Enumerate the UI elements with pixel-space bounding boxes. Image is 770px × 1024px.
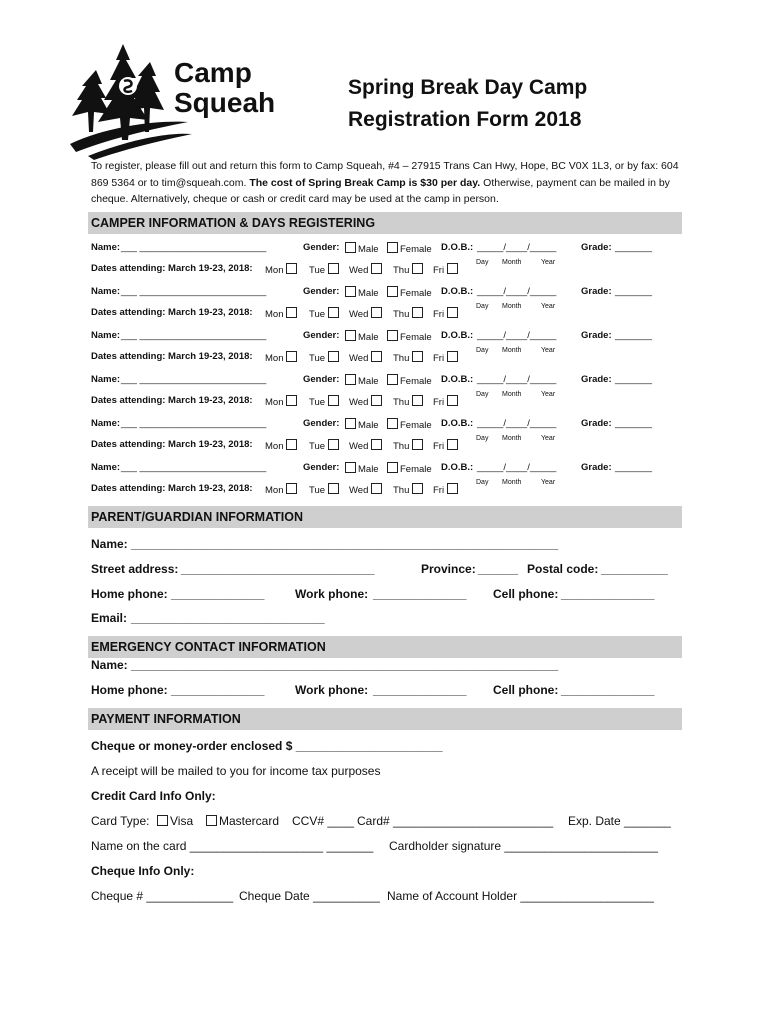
cardholder-signature-field[interactable]: Cardholder signature _______________________ (389, 839, 658, 853)
camper-name-label: Name: (91, 374, 121, 385)
emergency-work-phone-label: Work phone: (295, 683, 369, 697)
male-checkbox[interactable] (345, 330, 356, 341)
day-label: Tue (309, 441, 326, 452)
logo-text-squeah: Squeah (174, 87, 276, 118)
parent-name-label: Name: (91, 537, 128, 551)
account-holder-field[interactable]: Name of Account Holder ____________________ (387, 889, 654, 903)
camper-name-label: Name: (91, 418, 121, 429)
dob-day-caption: Day (476, 347, 489, 354)
intro-paragraph (91, 158, 681, 208)
cheque-number-field[interactable]: Cheque # _____________ (91, 889, 234, 903)
dates-attending-label: Dates attending: March 19-23, 2018: (91, 395, 253, 406)
day-label: Fri (433, 309, 445, 320)
cheque-enclosed-field[interactable]: Cheque or money-order enclosed $ ______________________ (91, 739, 443, 753)
day-checkbox[interactable] (447, 439, 458, 450)
day-checkbox[interactable] (286, 395, 297, 406)
day-checkbox[interactable] (371, 439, 382, 450)
camper-name-label: Name: (91, 330, 121, 341)
female-checkbox[interactable] (387, 242, 398, 253)
day-label: Fri (433, 397, 445, 408)
ccv-field[interactable]: CCV# ____ (292, 814, 355, 828)
day-option[interactable] (265, 351, 299, 364)
camp-squeah-logo (68, 40, 288, 162)
camper-name-label: Name: (91, 242, 121, 253)
grade-label: Grade: (581, 242, 612, 253)
dob-month-caption: Month (502, 303, 522, 310)
cheque-details-row (91, 889, 683, 907)
day-option[interactable] (265, 483, 299, 496)
dob-year-caption: Year (541, 479, 556, 486)
day-checkbox[interactable] (371, 351, 382, 362)
day-option[interactable] (309, 351, 341, 364)
camper-name-field[interactable]: ___ ________________________ (121, 286, 267, 297)
parent-section-heading: PARENT/GUARDIAN INFORMATION (88, 506, 682, 528)
male-label: Male (358, 288, 379, 299)
female-option[interactable] (387, 462, 432, 475)
emergency-name-row (91, 658, 683, 676)
day-label: Tue (309, 397, 326, 408)
day-checkbox[interactable] (286, 483, 297, 494)
male-option[interactable] (345, 462, 379, 475)
day-label: Tue (309, 265, 326, 276)
day-option[interactable] (265, 307, 299, 320)
grade-label: Grade: (581, 418, 612, 429)
day-option[interactable] (349, 307, 384, 320)
day-option[interactable] (349, 483, 384, 496)
day-label: Wed (349, 397, 369, 408)
dob-day-caption: Day (476, 435, 489, 442)
camper-dates-row (91, 347, 681, 367)
emergency-cell-phone-field[interactable]: ______________ (561, 683, 655, 697)
day-option[interactable] (393, 263, 425, 276)
day-label: Mon (265, 309, 284, 320)
day-label: Fri (433, 265, 445, 276)
day-checkbox[interactable] (447, 483, 458, 494)
day-checkbox[interactable] (371, 307, 382, 318)
dob-day-caption: Day (476, 479, 489, 486)
gender-label: Gender: (303, 462, 340, 473)
day-option[interactable] (349, 351, 384, 364)
dob-field[interactable]: _____/____/_____ (477, 242, 557, 253)
day-option[interactable] (433, 395, 460, 408)
postal-code-field[interactable]: __________ (601, 562, 668, 576)
emergency-home-phone-field[interactable]: ______________ (171, 683, 265, 697)
female-checkbox[interactable] (387, 374, 398, 385)
dates-attending-label: Dates attending: March 19-23, 2018: (91, 439, 253, 450)
intro-cost: The cost of Spring Break Camp is $30 per day. (249, 176, 481, 189)
day-option[interactable] (265, 263, 299, 276)
day-label: Mon (265, 397, 284, 408)
dob-label: D.O.B.: (441, 418, 474, 429)
dob-year-caption: Year (541, 347, 556, 354)
cheque-date-field[interactable]: Cheque Date __________ (239, 889, 380, 903)
day-label: Fri (433, 485, 445, 496)
card-name-row (91, 839, 683, 857)
card-type-row (91, 814, 683, 832)
day-option[interactable] (433, 263, 460, 276)
intro-text-2: Otherwise, payment can be mailed in by cheque. Alternatively, cheque or cash or credit card may be used at the camp in person. (91, 176, 670, 205)
day-option[interactable] (309, 439, 341, 452)
male-checkbox[interactable] (345, 374, 356, 385)
female-option[interactable] (387, 330, 432, 343)
dob-field[interactable]: _____/____/_____ (477, 330, 557, 341)
cheque-info-heading-row (91, 864, 683, 882)
dob-year-caption: Year (541, 259, 556, 266)
dob-label: D.O.B.: (441, 242, 474, 253)
form-title-line1: Spring Break Day Camp (348, 76, 588, 99)
dob-day-caption: Day (476, 303, 489, 310)
receipt-note: A receipt will be mailed to you for income tax purposes (91, 764, 381, 778)
dates-attending-label: Dates attending: March 19-23, 2018: (91, 263, 253, 274)
female-checkbox[interactable] (387, 330, 398, 341)
grade-label: Grade: (581, 374, 612, 385)
day-label: Thu (393, 485, 410, 496)
day-checkbox[interactable] (412, 351, 423, 362)
gender-label: Gender: (303, 330, 340, 341)
day-checkbox[interactable] (328, 439, 339, 450)
province-field[interactable]: ______ (478, 562, 519, 576)
day-option[interactable] (309, 263, 341, 276)
female-option[interactable] (387, 418, 432, 431)
day-option[interactable] (393, 483, 425, 496)
grade-field[interactable]: _______ (615, 418, 652, 429)
day-checkbox[interactable] (412, 439, 423, 450)
camper-section-heading: CAMPER INFORMATION & DAYS REGISTERING (88, 212, 682, 234)
camper-name-row (91, 242, 681, 258)
gender-label: Gender: (303, 242, 340, 253)
day-label: Tue (309, 485, 326, 496)
day-checkbox[interactable] (286, 307, 297, 318)
dob-year-caption: Year (541, 391, 556, 398)
mastercard-checkbox[interactable] (206, 815, 217, 826)
day-checkbox[interactable] (447, 351, 458, 362)
grade-field[interactable]: _______ (615, 242, 652, 253)
dob-label: D.O.B.: (441, 374, 474, 385)
dates-attending-label: Dates attending: March 19-23, 2018: (91, 483, 253, 494)
day-option[interactable] (265, 395, 299, 408)
cell-phone-field[interactable]: ______________ (561, 587, 655, 601)
parent-name-field[interactable]: ________________________________________________________________ (131, 537, 559, 551)
male-label: Male (358, 376, 379, 387)
day-checkbox[interactable] (328, 263, 339, 274)
mastercard-option[interactable] (206, 814, 279, 828)
female-label: Female (400, 288, 432, 299)
day-option[interactable] (349, 395, 384, 408)
credit-card-heading: Credit Card Info Only: (91, 789, 216, 803)
day-option[interactable] (309, 483, 341, 496)
gender-label: Gender: (303, 286, 340, 297)
day-checkbox[interactable] (412, 395, 423, 406)
day-checkbox[interactable] (412, 307, 423, 318)
male-checkbox[interactable] (345, 418, 356, 429)
day-label: Tue (309, 353, 326, 364)
camper-name-field[interactable]: ___ ________________________ (121, 242, 267, 253)
day-label: Wed (349, 309, 369, 320)
male-option[interactable] (345, 418, 379, 431)
male-option[interactable] (345, 330, 379, 343)
day-label: Mon (265, 265, 284, 276)
day-label: Thu (393, 309, 410, 320)
day-label: Wed (349, 441, 369, 452)
dob-month-caption: Month (502, 479, 522, 486)
day-checkbox[interactable] (412, 263, 423, 274)
day-label: Thu (393, 441, 410, 452)
day-label: Mon (265, 353, 284, 364)
postal-code-label: Postal code: (527, 562, 599, 576)
dob-field[interactable]: _____/____/_____ (477, 286, 557, 297)
camper-dates-row (91, 259, 681, 279)
female-label: Female (400, 420, 432, 431)
day-checkbox[interactable] (371, 483, 382, 494)
day-option[interactable] (349, 263, 384, 276)
gender-label: Gender: (303, 418, 340, 429)
dob-year-caption: Year (541, 435, 556, 442)
camper-name-row (91, 374, 681, 390)
camper-dates-row (91, 435, 681, 455)
form-title-line2: Registration Form 2018 (348, 108, 582, 131)
female-option[interactable] (387, 242, 432, 255)
day-label: Mon (265, 441, 284, 452)
dob-month-caption: Month (502, 435, 522, 442)
female-label: Female (400, 376, 432, 387)
day-checkbox[interactable] (447, 395, 458, 406)
receipt-note-row (91, 764, 683, 782)
day-option[interactable] (265, 439, 299, 452)
province-label: Province: (421, 562, 476, 576)
grade-field[interactable]: _______ (615, 330, 652, 341)
email-field[interactable]: _____________________________ (131, 611, 325, 625)
gender-label: Gender: (303, 374, 340, 385)
form-title (348, 72, 668, 136)
grade-label: Grade: (581, 330, 612, 341)
day-checkbox[interactable] (286, 439, 297, 450)
parent-address-row (91, 562, 683, 580)
day-checkbox[interactable] (286, 351, 297, 362)
day-option[interactable] (393, 439, 425, 452)
email-label: Email: (91, 611, 128, 625)
day-label: Thu (393, 265, 410, 276)
dob-year-caption: Year (541, 303, 556, 310)
parent-phone-row (91, 587, 683, 605)
day-option[interactable] (309, 395, 341, 408)
camper-dates-row (91, 303, 681, 323)
cell-phone-label: Cell phone: (493, 587, 559, 601)
dob-day-caption: Day (476, 391, 489, 398)
grade-field[interactable]: _______ (615, 286, 652, 297)
day-option[interactable] (433, 483, 460, 496)
day-option[interactable] (349, 439, 384, 452)
card-number-field[interactable]: Card# ________________________ (357, 814, 554, 828)
female-option[interactable] (387, 374, 432, 387)
day-option[interactable] (393, 307, 425, 320)
female-checkbox[interactable] (387, 462, 398, 473)
male-label: Male (358, 244, 379, 255)
dob-label: D.O.B.: (441, 462, 474, 473)
female-option[interactable] (387, 286, 432, 299)
camper-name-field[interactable]: ___ ________________________ (121, 418, 267, 429)
mastercard-label: Mastercard (219, 814, 280, 828)
male-option[interactable] (345, 242, 379, 255)
camper-name-label: Name: (91, 286, 121, 297)
emergency-phone-row (91, 683, 683, 701)
dob-month-caption: Month (502, 347, 522, 354)
male-option[interactable] (345, 374, 379, 387)
camper-name-label: Name: (91, 462, 121, 473)
male-label: Male (358, 464, 379, 475)
parent-email-row (91, 611, 683, 629)
dates-attending-label: Dates attending: March 19-23, 2018: (91, 351, 253, 362)
day-option[interactable] (433, 307, 460, 320)
camper-name-field[interactable]: ___ ________________________ (121, 374, 267, 385)
day-checkbox[interactable] (328, 395, 339, 406)
dob-field[interactable]: _____/____/_____ (477, 418, 557, 429)
day-label: Wed (349, 353, 369, 364)
card-type-label: Card Type: (91, 814, 150, 828)
cheque-enclosed-row (91, 739, 683, 757)
day-label: Wed (349, 265, 369, 276)
camper-name-field[interactable]: ___ ________________________ (121, 462, 267, 473)
camper-dates-row (91, 479, 681, 499)
camper-name-row (91, 330, 681, 346)
dob-field[interactable]: _____/____/_____ (477, 374, 557, 385)
female-label: Female (400, 464, 432, 475)
day-checkbox[interactable] (328, 307, 339, 318)
day-checkbox[interactable] (328, 483, 339, 494)
home-phone-label: Home phone: (91, 587, 168, 601)
day-checkbox[interactable] (328, 351, 339, 362)
female-checkbox[interactable] (387, 286, 398, 297)
dob-day-caption: Day (476, 259, 489, 266)
parent-name-row (91, 537, 683, 555)
day-label: Wed (349, 485, 369, 496)
day-label: Tue (309, 309, 326, 320)
emergency-name-label: Name: (91, 658, 128, 672)
day-option[interactable] (393, 351, 425, 364)
home-phone-field[interactable]: ______________ (171, 587, 265, 601)
emergency-name-field[interactable]: ________________________________________________________________ (131, 658, 559, 672)
day-checkbox[interactable] (447, 263, 458, 274)
female-checkbox[interactable] (387, 418, 398, 429)
day-checkbox[interactable] (286, 263, 297, 274)
camper-name-row (91, 286, 681, 302)
exp-date-field[interactable]: Exp. Date _______ (568, 814, 671, 828)
day-checkbox[interactable] (412, 483, 423, 494)
female-label: Female (400, 244, 432, 255)
dob-label: D.O.B.: (441, 330, 474, 341)
day-label: Fri (433, 441, 445, 452)
dob-month-caption: Month (502, 391, 522, 398)
day-checkbox[interactable] (371, 263, 382, 274)
dob-month-caption: Month (502, 259, 522, 266)
day-option[interactable] (433, 351, 460, 364)
emergency-section-heading: EMERGENCY CONTACT INFORMATION (88, 636, 682, 658)
work-phone-field[interactable]: ______________ (373, 587, 467, 601)
day-label: Thu (393, 397, 410, 408)
cheque-info-heading: Cheque Info Only: (91, 864, 195, 878)
day-checkbox[interactable] (447, 307, 458, 318)
visa-label: Visa (170, 814, 194, 828)
male-checkbox[interactable] (345, 286, 356, 297)
male-label: Male (358, 420, 379, 431)
camper-name-field[interactable]: ___ ________________________ (121, 330, 267, 341)
logo-text-camp: Camp (174, 57, 252, 88)
street-address-label: Street address: (91, 562, 179, 576)
visa-checkbox[interactable] (157, 815, 168, 826)
intro-text-1: To register, please fill out and return this form to Camp Squeah, #4 – 27915 Trans Can Hwy, Hope, BC V0X 1L3, or by fax: 604 869 5364 or to tim@squeah.com. (91, 160, 679, 189)
male-checkbox[interactable] (345, 242, 356, 253)
dob-field[interactable]: _____/____/_____ (477, 462, 557, 473)
day-checkbox[interactable] (371, 395, 382, 406)
camper-dates-row (91, 391, 681, 411)
day-option[interactable] (433, 439, 460, 452)
male-option[interactable] (345, 286, 379, 299)
day-label: Fri (433, 353, 445, 364)
credit-card-heading-row (91, 789, 683, 807)
grade-label: Grade: (581, 462, 612, 473)
camper-name-row (91, 462, 681, 478)
camper-name-row (91, 418, 681, 434)
female-label: Female (400, 332, 432, 343)
day-label: Mon (265, 485, 284, 496)
street-address-field[interactable]: _____________________________ (181, 562, 375, 576)
male-checkbox[interactable] (345, 462, 356, 473)
name-on-card-field[interactable]: Name on the card ____________________ _______ (91, 839, 374, 853)
day-option[interactable] (309, 307, 341, 320)
visa-option[interactable] (157, 814, 193, 828)
work-phone-label: Work phone: (295, 587, 369, 601)
grade-label: Grade: (581, 286, 612, 297)
emergency-work-phone-field[interactable]: ______________ (373, 683, 467, 697)
day-label: Thu (393, 353, 410, 364)
dob-label: D.O.B.: (441, 286, 474, 297)
dates-attending-label: Dates attending: March 19-23, 2018: (91, 307, 253, 318)
male-label: Male (358, 332, 379, 343)
payment-section-heading: PAYMENT INFORMATION (88, 708, 682, 730)
emergency-cell-phone-label: Cell phone: (493, 683, 559, 697)
grade-field[interactable]: _______ (615, 374, 652, 385)
emergency-home-phone-label: Home phone: (91, 683, 168, 697)
day-option[interactable] (393, 395, 425, 408)
grade-field[interactable]: _______ (615, 462, 652, 473)
